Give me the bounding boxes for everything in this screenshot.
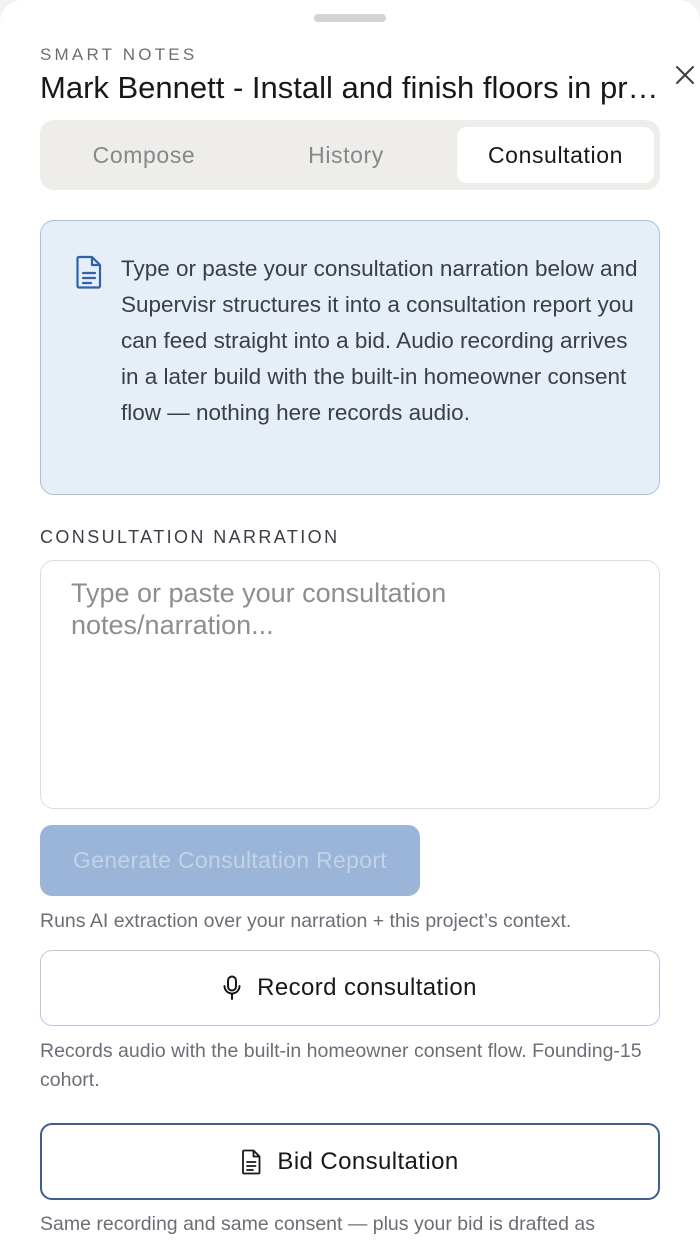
bid-consultation-button[interactable] [40, 1123, 660, 1200]
generate-report-button[interactable]: Generate Consultation Report [40, 825, 420, 896]
document-icon [241, 1149, 261, 1175]
info-text: Type or paste your consultation narration below and Supervisr structures it into a consultation report you can feed straight into a bid. Audio recording arrives in a later build with the built-in homeowner consent flow — nothing here records audio. [121, 256, 638, 425]
tab-history[interactable]: History [308, 141, 384, 168]
narration-label: CONSULTATION NARRATION [40, 527, 340, 547]
record-helper-text: Records audio with the built-in homeowner consent flow. Founding-15 cohort. [40, 1040, 642, 1091]
sheet-eyebrow: SMART NOTES [40, 45, 198, 64]
narration-input[interactable] [40, 560, 660, 809]
record-consultation-label: Record consultation [257, 974, 477, 1001]
bid-helper-text: Same recording and same consent — plus your bid is drafted as [40, 1213, 595, 1235]
sheet-grabber[interactable] [314, 14, 386, 22]
sheet-title: Mark Bennett - Install and finish floors in pri... [40, 70, 660, 105]
generate-helper-text: Runs AI extraction over your narration + this project’s context. [40, 910, 572, 932]
close-icon [675, 65, 695, 85]
tab-consultation[interactable]: Consultation [457, 127, 654, 183]
bid-consultation-label: Bid Consultation [277, 1147, 459, 1175]
tab-compose[interactable]: Compose [92, 141, 196, 168]
microphone-icon [223, 975, 241, 1001]
tab-bar [40, 120, 660, 190]
document-icon [75, 255, 103, 289]
close-button[interactable] [670, 60, 700, 90]
info-callout [40, 220, 660, 495]
record-consultation-button[interactable] [40, 950, 660, 1026]
